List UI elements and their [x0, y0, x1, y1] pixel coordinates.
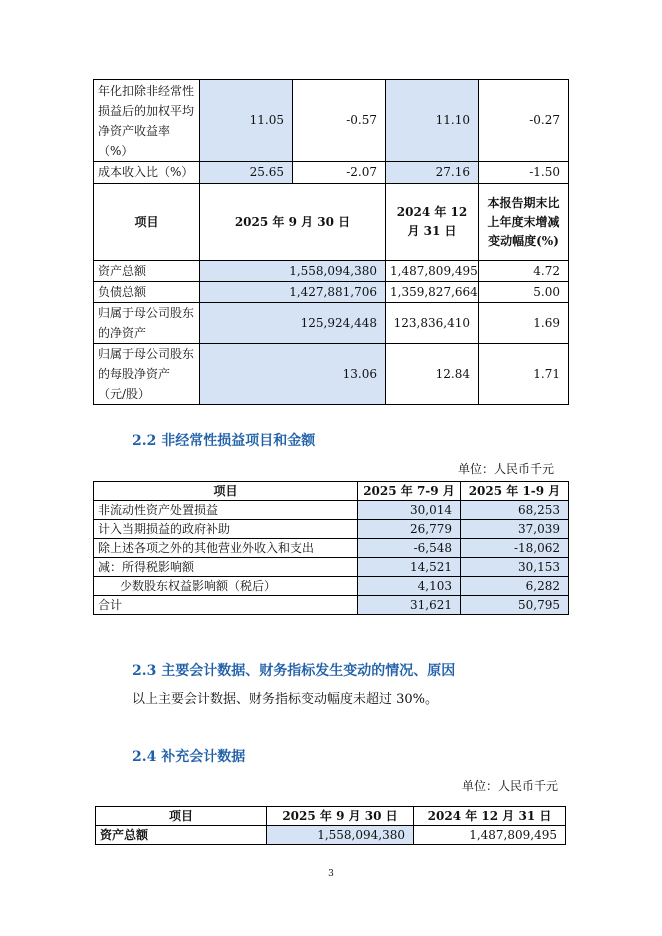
header-item: 项目	[96, 807, 267, 826]
header-col2: 2024 年 12 月 31 日	[386, 184, 479, 261]
table-row	[94, 162, 569, 184]
row-label: 成本收入比（%）	[94, 162, 200, 184]
supplementary-table	[95, 806, 566, 845]
header-col2: 2025 年 1-9 月	[461, 482, 569, 501]
cell-value: 30,014	[358, 501, 461, 520]
row-label: 资产总额	[96, 826, 267, 845]
table-row	[94, 539, 569, 558]
cell-value: 1.71	[479, 344, 569, 405]
cell-value: 11.10	[386, 80, 479, 162]
unit-label: 单位：人民币千元	[457, 462, 554, 476]
header-item: 项目	[94, 482, 358, 501]
row-label: 归属于母公司股东的每股净资产（元/股）	[94, 344, 200, 405]
row-label: 合计	[94, 596, 358, 615]
cell-value: 12.84	[386, 344, 479, 405]
table-row	[94, 501, 569, 520]
section-heading-2-2: 2.2 非经常性损益项目和金额	[132, 433, 316, 449]
row-label: 归属于母公司股东的净资产	[94, 303, 200, 344]
cell-value: -1.50	[479, 162, 569, 184]
table-row	[94, 558, 569, 577]
section-heading-2-4: 2.4 补充会计数据	[132, 749, 246, 765]
header-col1: 2025 年 7-9 月	[358, 482, 461, 501]
cell-value: -0.27	[479, 80, 569, 162]
cell-value: 14,521	[358, 558, 461, 577]
cell-value: 68,253	[461, 501, 569, 520]
cell-value: -18,062	[461, 539, 569, 558]
row-label: 年化扣除非经常性损益后的加权平均净资产收益率（%）	[94, 80, 200, 162]
unit-label: 单位：人民币千元	[461, 779, 558, 793]
table-row	[94, 261, 569, 282]
cell-value: 27.16	[386, 162, 479, 184]
header-col1: 2025 年 9 月 30 日	[267, 807, 414, 826]
cell-value: 4,103	[358, 577, 461, 596]
row-label: 负债总额	[94, 282, 200, 303]
row-label: 减：所得税影响额	[94, 558, 358, 577]
cell-value: 125,924,448	[200, 303, 386, 344]
cell-value: -2.07	[293, 162, 386, 184]
cell-value: 1,487,809,495	[414, 826, 566, 845]
header-item: 项目	[94, 184, 200, 261]
section-paragraph: 以上主要会计数据、财务指标变动幅度未超过 30%。	[132, 692, 439, 707]
cell-value: 4.72	[479, 261, 569, 282]
table-header-row	[94, 184, 569, 261]
key-financial-table	[93, 79, 569, 405]
page-number: 3	[328, 869, 334, 879]
row-label: 非流动性资产处置损益	[94, 501, 358, 520]
row-label: 少数股东权益影响额（税后）	[94, 577, 358, 596]
table-row	[96, 826, 566, 845]
row-label: 除上述各项之外的其他营业外收入和支出	[94, 539, 358, 558]
section-heading-2-3: 2.3 主要会计数据、财务指标发生变动的情况、原因	[132, 663, 456, 679]
cell-value: 26,779	[358, 520, 461, 539]
table-header-row	[94, 482, 569, 501]
header-col1: 2025 年 9 月 30 日	[200, 184, 386, 261]
table-row	[94, 344, 569, 405]
table-header-row	[96, 807, 566, 826]
cell-value: 1,487,809,495	[386, 261, 479, 282]
table-row	[94, 596, 569, 615]
cell-value: 1.69	[479, 303, 569, 344]
table-row	[94, 520, 569, 539]
cell-value: 1,558,094,380	[267, 826, 414, 845]
table-row	[94, 80, 569, 162]
cell-value: -0.57	[293, 80, 386, 162]
cell-value: 1,359,827,664	[386, 282, 479, 303]
header-col3: 本报告期末比上年度末增减变动幅度(%)	[479, 184, 569, 261]
cell-value: 25.65	[200, 162, 293, 184]
cell-value: 5.00	[479, 282, 569, 303]
header-col2: 2024 年 12 月 31 日	[414, 807, 566, 826]
row-label: 计入当期损益的政府补助	[94, 520, 358, 539]
cell-value: 11.05	[200, 80, 293, 162]
cell-value: 13.06	[200, 344, 386, 405]
cell-value: 50,795	[461, 596, 569, 615]
table-row	[94, 282, 569, 303]
non-recurring-items-table	[93, 481, 569, 615]
cell-value: 30,153	[461, 558, 569, 577]
table-row	[94, 577, 569, 596]
row-label: 资产总额	[94, 261, 200, 282]
cell-value: 31,621	[358, 596, 461, 615]
cell-value: 6,282	[461, 577, 569, 596]
cell-value: 37,039	[461, 520, 569, 539]
cell-value: -6,548	[358, 539, 461, 558]
cell-value: 123,836,410	[386, 303, 479, 344]
table-row	[94, 303, 569, 344]
cell-value: 1,427,881,706	[200, 282, 386, 303]
cell-value: 1,558,094,380	[200, 261, 386, 282]
